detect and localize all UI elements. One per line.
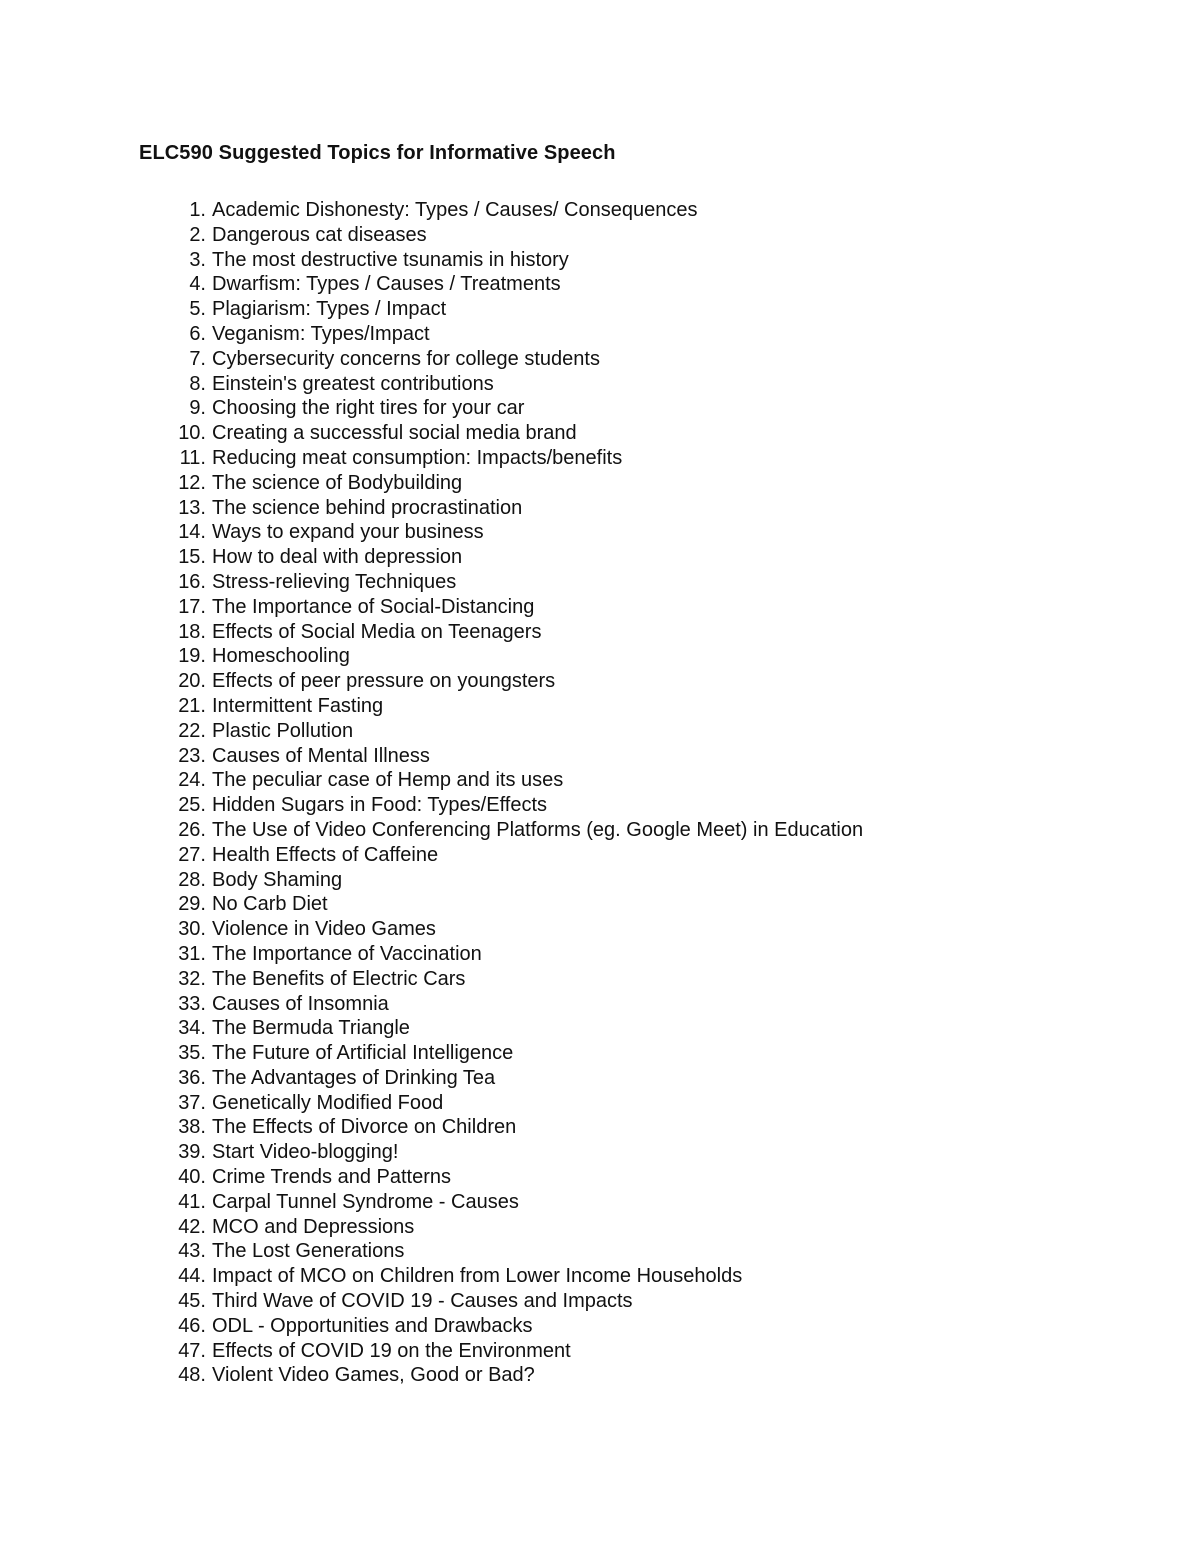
list-item-text: The Advantages of Drinking Tea [212,1066,496,1089]
list-item-text: Reducing meat consumption: Impacts/benefits [212,446,623,469]
list-item-number: 16. [178,570,206,593]
list-item-number: 11. [179,446,206,469]
list-item-text: ODL - Opportunities and Drawbacks [212,1314,533,1337]
list-item-number: 27. [178,843,206,866]
list-item-number: 36. [178,1066,206,1089]
list-item-text: Plastic Pollution [212,719,354,742]
list-item-text: The most destructive tsunamis in history [212,248,569,271]
list-item-text: How to deal with depression [212,546,463,569]
list-item-number: 10. [178,422,206,445]
list-item-text: Academic Dishonesty: Types / Causes/ Consequences [212,199,698,221]
list-item-number: 15. [178,546,206,569]
list-item-number: 5. [189,298,206,321]
list-item-number: 44. [178,1265,206,1288]
list-item-text: The science behind procrastination [212,496,523,519]
list-item-number: 29. [178,893,206,916]
list-item-number: 21. [178,694,206,717]
list-item-text: Choosing the right tires for your car [212,397,525,420]
list-item-number: 34. [178,1017,206,1040]
list-item-text: Plagiarism: Types / Impact [212,298,447,321]
list-item-text: Intermittent Fasting [212,694,384,717]
list-item-text: Causes of Mental Illness [212,744,430,767]
list-item-number: 25. [178,794,206,817]
list-item-number: 7. [189,347,206,370]
list-item-text: Third Wave of COVID 19 - Causes and Impacts [212,1290,633,1313]
list-item-text: Effects of peer pressure on youngsters [212,670,556,693]
list-item-number: 30. [178,918,206,941]
list-item-text: The Bermuda Triangle [212,1017,410,1040]
list-item-number: 43. [178,1240,206,1263]
list-item-text: The Lost Generations [212,1240,405,1263]
list-item-number: 41. [178,1190,206,1213]
list-item-number: 4. [189,273,206,296]
list-item-number: 33. [178,992,206,1015]
list-item-text: Causes of Insomnia [212,992,389,1015]
list-item-text: MCO and Depressions [212,1215,415,1238]
list-item-number: 9. [189,397,206,420]
list-item-text: Start Video-blogging! [212,1141,399,1164]
list-item-text: Health Effects of Caffeine [212,843,439,866]
list-item-text: The peculiar case of Hemp and its uses [212,769,564,792]
list-item-number: 18. [178,620,206,643]
list-item-text: Veganism: Types/Impact [212,322,430,345]
list-item-text: Dangerous cat diseases [212,223,427,246]
list-item-text: Stress-relieving Techniques [212,570,457,593]
list-item-text: Impact of MCO on Children from Lower Income Households [212,1265,743,1288]
list-item-text: The Use of Video Conferencing Platforms (eg. Google Meet) in Education [212,818,864,841]
list-item-number: 19. [178,645,206,668]
list-item-text: The science of Bodybuilding [212,471,463,494]
list-item-number: 46. [178,1314,206,1337]
list-item-number: 48. [178,1364,206,1387]
list-item-number: 38. [178,1116,206,1139]
list-item-text: The Benefits of Electric Cars [212,967,466,990]
list-item-text: Violent Video Games, Good or Bad? [212,1364,535,1387]
list-item-number: 6. [189,322,206,345]
list-item-number: 23. [178,744,206,767]
list-item-number: 28. [178,868,206,891]
list-item-number: 12. [178,471,206,494]
list-item-number: 1. [189,199,206,221]
list-item-text: Homeschooling [212,645,350,668]
list-item-number: 31. [178,942,206,965]
list-item-number: 14. [178,521,206,544]
list-item-number: 8. [189,372,206,395]
list-item-text: Creating a successful social media brand [212,422,577,445]
list-item-number: 22. [178,719,206,742]
list-item-text: Effects of Social Media on Teenagers [212,620,542,643]
list-item-number: 37. [178,1091,206,1114]
list-item-number: 3. [189,248,206,271]
list-item-text: No Carb Diet [212,893,328,916]
list-item-text: The Future of Artificial Intelligence [212,1042,514,1065]
list-item-text: The Importance of Vaccination [212,942,482,965]
list-item-number: 20. [178,670,206,693]
list-item-number: 17. [178,595,206,618]
list-item-number: 26. [178,818,206,841]
list-item-text: Body Shaming [212,868,343,891]
list-item-number: 13. [178,496,206,519]
list-item-text: Carpal Tunnel Syndrome - Causes [212,1190,519,1213]
list-item-text: The Importance of Social-Distancing [212,595,535,618]
document-title: ELC590 Suggested Topics for Informative Speech [139,142,616,164]
list-item-text: Hidden Sugars in Food: Types/Effects [212,794,548,817]
list-item-number: 47. [178,1339,206,1362]
list-item-number: 24. [178,769,206,792]
list-item-number: 32. [178,967,206,990]
list-item-number: 2. [189,223,206,246]
list-item-number: 45. [178,1290,206,1313]
list-item-number: 42. [178,1215,206,1238]
list-item-text: Crime Trends and Patterns [212,1166,451,1189]
list-item-number: 39. [178,1141,206,1164]
list-item-text: Dwarfism: Types / Causes / Treatments [212,273,561,296]
list-item-text: Cybersecurity concerns for college students [212,347,600,370]
list-item-text: Violence in Video Games [212,918,436,941]
list-item-number: 40. [178,1166,206,1189]
list-item-text: Ways to expand your business [212,521,484,544]
list-item-text: Genetically Modified Food [212,1091,444,1114]
list-item-number: 35. [178,1042,206,1065]
list-item-text: Effects of COVID 19 on the Environment [212,1339,571,1362]
list-item-text: Einstein's greatest contributions [212,372,494,395]
list-item-text: The Effects of Divorce on Children [212,1116,517,1139]
